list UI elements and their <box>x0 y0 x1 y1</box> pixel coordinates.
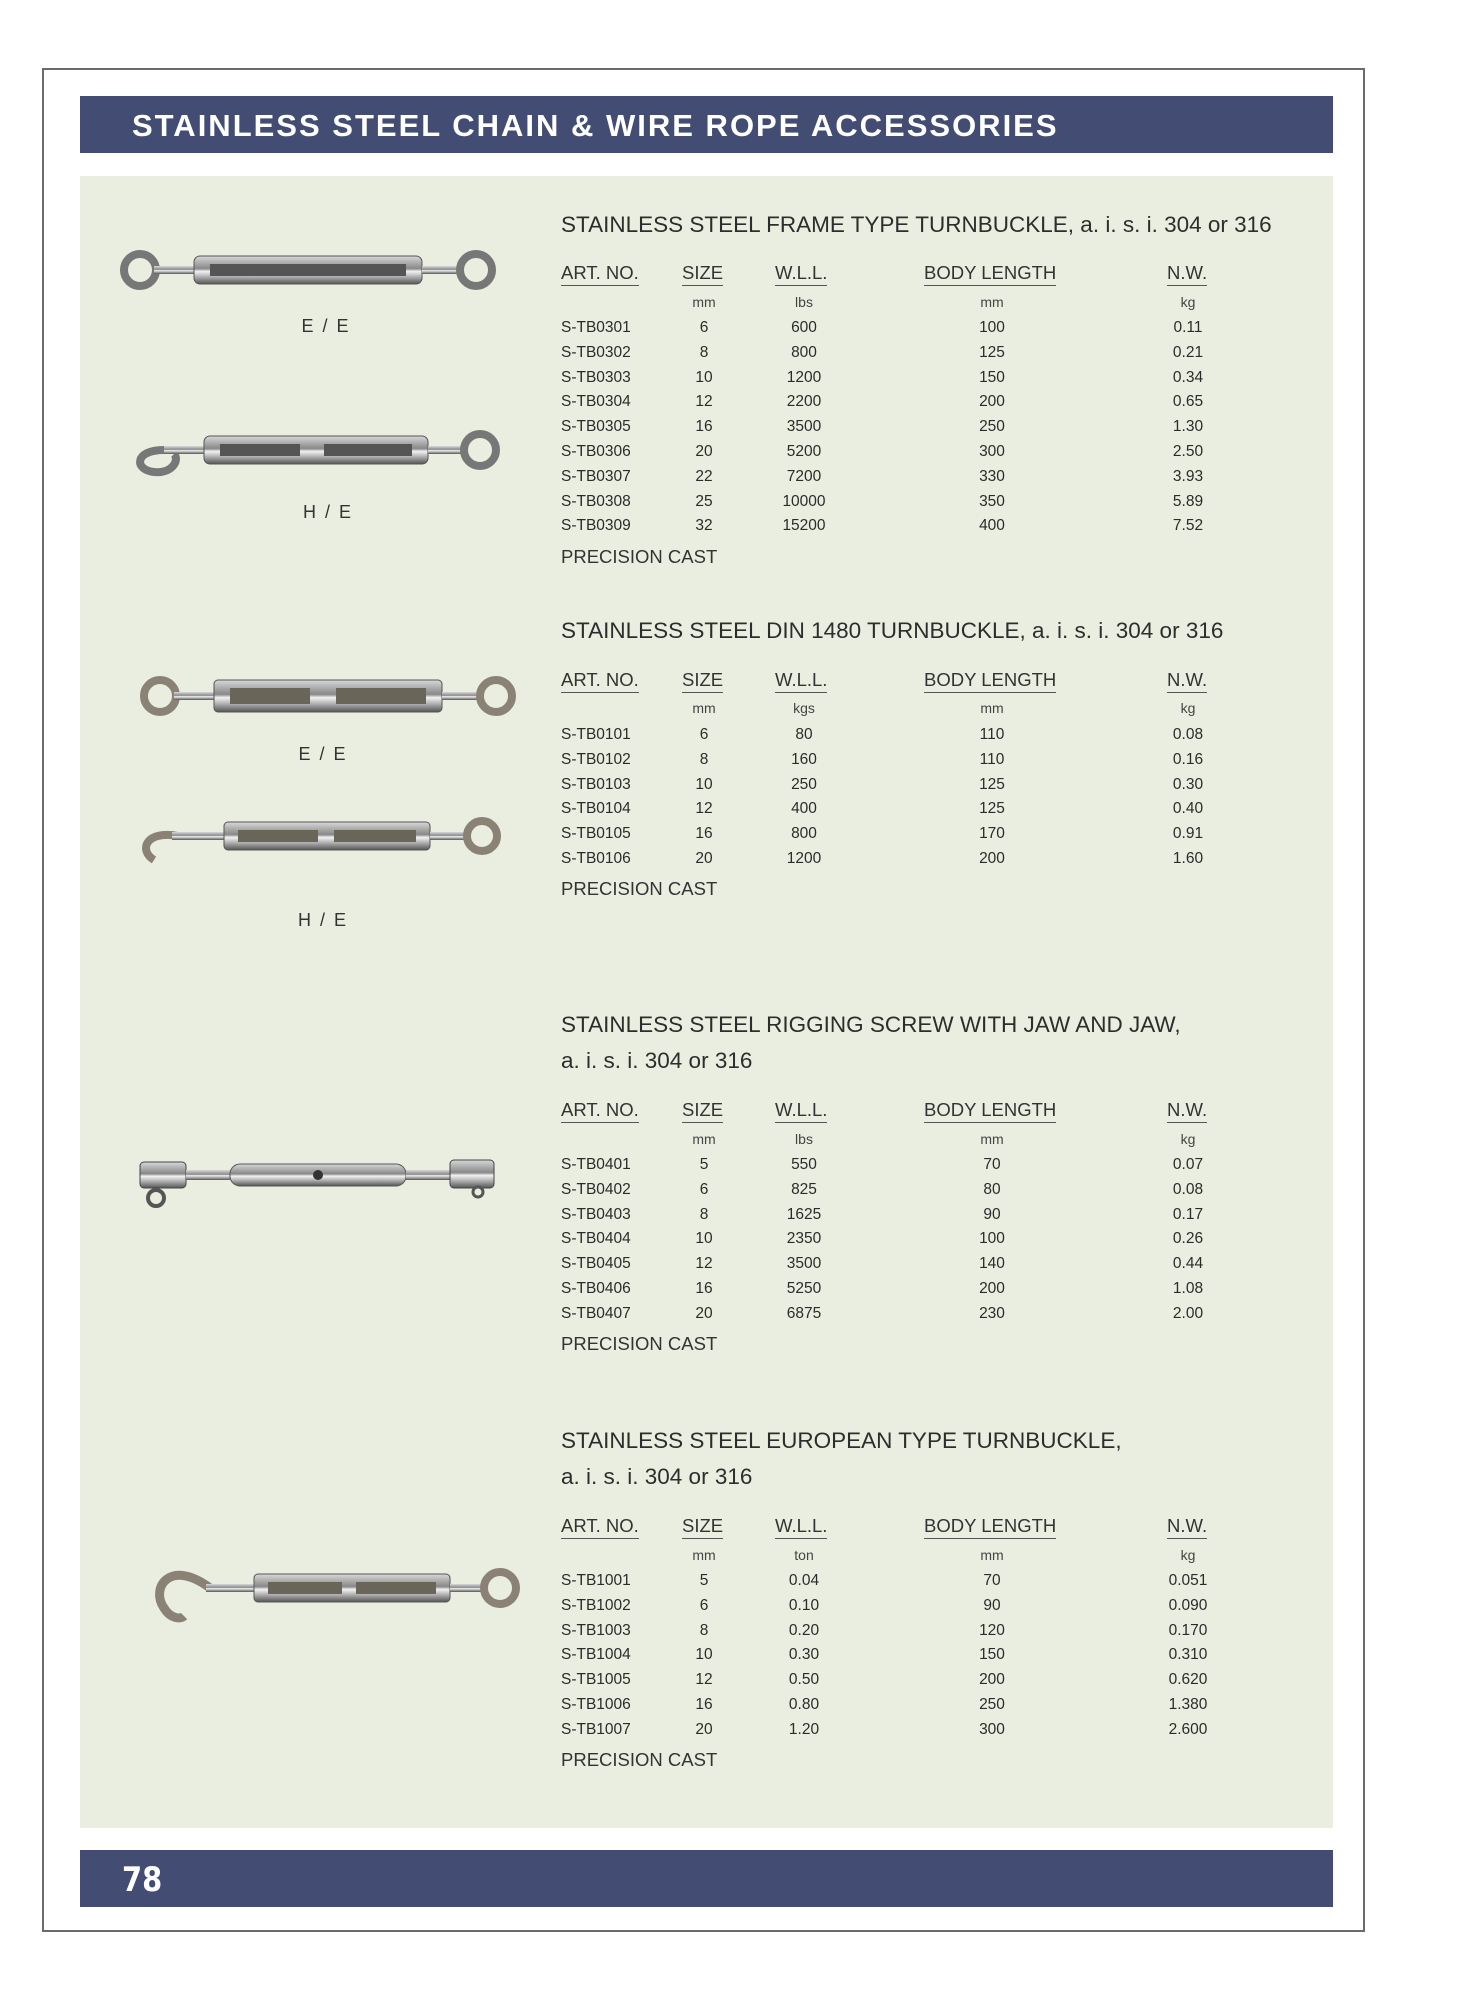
cell-nw: 2.600 <box>1168 1720 1208 1738</box>
cell-body-length: 350 <box>979 492 1005 510</box>
cell-size: 20 <box>695 850 713 867</box>
section-title: STAINLESS STEEL FRAME TYPE TURNBUCKLE, a. i. s. i. 304 or 316 <box>561 212 1272 237</box>
cell-wll: 6875 <box>786 1304 822 1322</box>
cell-wll: 0.50 <box>788 1671 820 1689</box>
cell-nw: 0.11 <box>1173 319 1203 336</box>
cell-body-length: 150 <box>979 1646 1005 1664</box>
cell-art-no: S-TB0105 <box>561 825 631 843</box>
cell-nw: 0.34 <box>1172 368 1204 386</box>
cell-art-no: S-TB0403 <box>561 1205 631 1223</box>
cell-wll: 15200 <box>782 517 826 535</box>
cell-body-length: 250 <box>979 1696 1005 1713</box>
unit-wll: ton <box>794 1547 814 1563</box>
section-title-line2: a. i. s. i. 304 or 316 <box>561 1048 753 1073</box>
unit-size: mm <box>692 294 716 310</box>
cell-nw: 0.620 <box>1168 1671 1208 1689</box>
cell-wll: 1625 <box>786 1205 822 1223</box>
table-units <box>561 1131 1281 1151</box>
table-header <box>561 1515 1281 1535</box>
cell-wll: 1200 <box>786 850 822 867</box>
cell-art-no: S-TB1007 <box>561 1720 631 1738</box>
cell-body-length: 125 <box>979 800 1005 818</box>
cell-size: 6 <box>699 726 709 743</box>
table-row <box>561 344 1281 364</box>
cell-size: 5 <box>699 1156 709 1173</box>
cell-wll: 550 <box>791 1156 817 1173</box>
unit-wll: lbs <box>795 1131 813 1147</box>
cell-nw: 1.30 <box>1172 418 1204 436</box>
col-nw: N.W. <box>1167 669 1207 693</box>
cell-nw: 0.16 <box>1172 750 1204 768</box>
cell-body-length: 90 <box>983 1205 1001 1223</box>
cell-body-length: 110 <box>979 726 1005 743</box>
col-nw: N.W. <box>1167 262 1207 286</box>
cell-nw: 0.17 <box>1172 1205 1204 1223</box>
cell-body-length: 80 <box>983 1180 1001 1198</box>
cell-art-no: S-TB0402 <box>561 1180 631 1198</box>
cell-body-length: 70 <box>983 1156 1001 1173</box>
table-row <box>561 1646 1281 1666</box>
cell-art-no: S-TB0309 <box>561 517 631 535</box>
cell-size: 5 <box>699 1572 709 1589</box>
cell-body-length: 400 <box>979 517 1005 535</box>
cell-body-length: 200 <box>979 393 1005 411</box>
col-wll: W.L.L. <box>775 669 827 693</box>
cell-wll: 250 <box>791 775 817 793</box>
cell-wll: 0.20 <box>788 1621 820 1639</box>
table-row <box>561 1696 1281 1716</box>
page-title: STAINLESS STEEL CHAIN & WIRE ROPE ACCESSORIES <box>132 108 1059 143</box>
unit-nw: kg <box>1180 1547 1196 1563</box>
footer-bar <box>80 1850 1333 1907</box>
cell-size: 10 <box>695 775 713 793</box>
cell-size: 32 <box>695 517 713 535</box>
cell-nw: 0.65 <box>1172 393 1204 411</box>
cell-art-no: S-TB1004 <box>561 1646 631 1664</box>
cell-wll: 5200 <box>786 443 822 460</box>
section-title: STAINLESS STEEL DIN 1480 TURNBUCKLE, a. i. s. i. 304 or 316 <box>561 618 1224 643</box>
table-row <box>561 1305 1281 1325</box>
cell-nw: 0.91 <box>1172 825 1204 843</box>
footnote: PRECISION CAST <box>561 1333 718 1354</box>
cell-nw: 0.40 <box>1172 800 1204 818</box>
cell-size: 6 <box>699 1596 709 1614</box>
rigging-screw-jaw-jaw-image <box>136 1142 516 1212</box>
cell-size: 8 <box>699 750 709 768</box>
table-row <box>561 726 1281 746</box>
cell-body-length: 230 <box>979 1304 1005 1322</box>
cell-art-no: S-TB0405 <box>561 1255 631 1273</box>
cell-art-no: S-TB0104 <box>561 800 631 818</box>
table-header <box>561 262 1281 282</box>
cell-body-length: 170 <box>979 825 1005 843</box>
cell-nw: 7.52 <box>1172 517 1204 535</box>
cell-size: 10 <box>695 1646 713 1664</box>
unit-body: mm <box>980 1131 1004 1147</box>
cell-art-no: S-TB0407 <box>561 1304 631 1322</box>
table-row <box>561 1255 1281 1275</box>
col-size: SIZE <box>682 262 723 286</box>
content-panel <box>80 176 1333 1828</box>
cell-art-no: S-TB0406 <box>561 1280 631 1297</box>
col-wll: W.L.L. <box>775 262 827 286</box>
cell-size: 20 <box>695 1720 713 1738</box>
table-row <box>561 493 1281 513</box>
cell-size: 20 <box>695 1304 713 1322</box>
cell-size: 25 <box>695 492 713 510</box>
frame-he-caption: H / E <box>302 502 353 522</box>
unit-wll: kgs <box>793 700 815 716</box>
cell-body-length: 140 <box>979 1255 1005 1273</box>
cell-wll: 0.30 <box>788 1646 820 1664</box>
col-art-no: ART. NO. <box>561 669 639 693</box>
cell-size: 8 <box>699 1621 709 1639</box>
section-title: STAINLESS STEEL RIGGING SCREW WITH JAW AND JAW, <box>561 1012 1181 1037</box>
unit-body: mm <box>980 294 1004 310</box>
table-header <box>561 1099 1281 1119</box>
col-nw: N.W. <box>1167 1515 1207 1539</box>
cell-nw: 1.380 <box>1168 1696 1208 1713</box>
cell-body-length: 70 <box>983 1572 1001 1589</box>
cell-size: 8 <box>699 1205 709 1223</box>
cell-art-no: S-TB1003 <box>561 1621 631 1639</box>
cell-art-no: S-TB0302 <box>561 343 631 361</box>
table-row <box>561 418 1281 438</box>
cell-art-no: S-TB0102 <box>561 750 631 768</box>
table-row <box>561 1156 1281 1176</box>
cell-size: 6 <box>699 1180 709 1198</box>
din-he-caption: H / E <box>297 910 348 930</box>
cell-wll: 600 <box>791 319 817 336</box>
table-row <box>561 1280 1281 1300</box>
unit-nw: kg <box>1180 294 1196 310</box>
cell-body-length: 150 <box>979 368 1005 386</box>
cell-body-length: 200 <box>979 850 1005 867</box>
unit-size: mm <box>692 1131 716 1147</box>
cell-nw: 5.89 <box>1172 492 1204 510</box>
table-units <box>561 1547 1281 1567</box>
cell-art-no: S-TB0305 <box>561 418 631 436</box>
footnote: PRECISION CAST <box>561 1749 718 1770</box>
european-turnbuckle-hook-eye-image <box>150 1548 530 1628</box>
frame-turnbuckle-hook-eye-image <box>124 420 504 480</box>
din-turnbuckle-eye-eye-image <box>140 666 520 726</box>
col-nw: N.W. <box>1167 1099 1207 1123</box>
cell-nw: 2.00 <box>1172 1304 1204 1322</box>
cell-size: 12 <box>695 393 713 411</box>
cell-size: 22 <box>695 467 713 485</box>
cell-body-length: 90 <box>983 1596 1001 1614</box>
col-art-no: ART. NO. <box>561 1099 639 1123</box>
table-row <box>561 1206 1281 1226</box>
cell-art-no: S-TB0401 <box>561 1156 631 1173</box>
cell-body-length: 100 <box>979 1230 1005 1248</box>
unit-nw: kg <box>1180 1131 1196 1147</box>
cell-wll: 0.10 <box>788 1596 820 1614</box>
cell-wll: 1200 <box>786 368 822 386</box>
cell-size: 12 <box>695 800 713 818</box>
col-body-length: BODY LENGTH <box>924 262 1056 286</box>
page-number: 78 <box>122 1860 163 1900</box>
cell-size: 10 <box>695 368 713 386</box>
din-turnbuckle-hook-eye-image <box>128 806 508 866</box>
table-units <box>561 700 1281 720</box>
cell-wll: 80 <box>795 726 813 743</box>
cell-art-no: S-TB0106 <box>561 850 631 867</box>
cell-wll: 800 <box>791 825 817 843</box>
table-row <box>561 776 1281 796</box>
table-row <box>561 1230 1281 1250</box>
col-art-no: ART. NO. <box>561 1515 639 1539</box>
unit-body: mm <box>980 1547 1004 1563</box>
table-row <box>561 1597 1281 1617</box>
cell-nw: 0.08 <box>1172 726 1204 743</box>
table-row <box>561 443 1281 463</box>
cell-wll: 0.80 <box>788 1696 820 1713</box>
cell-art-no: S-TB0308 <box>561 492 631 510</box>
cell-wll: 5250 <box>786 1280 822 1297</box>
cell-nw: 0.07 <box>1172 1156 1204 1173</box>
cell-body-length: 300 <box>979 1720 1005 1738</box>
cell-nw: 1.08 <box>1172 1280 1204 1297</box>
cell-nw: 0.26 <box>1172 1230 1204 1248</box>
cell-size: 12 <box>695 1255 713 1273</box>
cell-body-length: 250 <box>979 418 1005 436</box>
cell-nw: 0.170 <box>1168 1621 1208 1639</box>
footnote: PRECISION CAST <box>561 878 718 899</box>
table-row <box>561 751 1281 771</box>
cell-art-no: S-TB0103 <box>561 775 631 793</box>
col-wll: W.L.L. <box>775 1099 827 1123</box>
cell-body-length: 100 <box>979 319 1005 336</box>
cell-size: 16 <box>695 418 713 436</box>
cell-wll: 10000 <box>782 492 826 510</box>
unit-body: mm <box>980 700 1004 716</box>
footnote: PRECISION CAST <box>561 546 718 567</box>
table-row <box>561 1721 1281 1741</box>
col-body-length: BODY LENGTH <box>924 1099 1056 1123</box>
table-row <box>561 850 1281 870</box>
table-row <box>561 825 1281 845</box>
table-row <box>561 1181 1281 1201</box>
cell-size: 12 <box>695 1671 713 1689</box>
cell-art-no: S-TB0307 <box>561 467 631 485</box>
cell-size: 6 <box>699 319 709 336</box>
cell-wll: 3500 <box>786 1255 822 1273</box>
cell-size: 16 <box>695 1696 713 1713</box>
col-size: SIZE <box>682 1515 723 1539</box>
table-row <box>561 369 1281 389</box>
table-row <box>561 1622 1281 1642</box>
unit-size: mm <box>692 700 716 716</box>
section-title-line2: a. i. s. i. 304 or 316 <box>561 1464 753 1489</box>
cell-wll: 2350 <box>786 1230 822 1248</box>
cell-art-no: S-TB0303 <box>561 368 631 386</box>
cell-wll: 160 <box>791 750 817 768</box>
cell-nw: 0.21 <box>1172 343 1204 361</box>
cell-art-no: S-TB1005 <box>561 1671 631 1689</box>
table-units <box>561 294 1281 314</box>
col-size: SIZE <box>682 669 723 693</box>
table-row <box>561 800 1281 820</box>
cell-art-no: S-TB0404 <box>561 1230 631 1248</box>
cell-art-no: S-TB0301 <box>561 319 631 336</box>
cell-art-no: S-TB0304 <box>561 393 631 411</box>
cell-art-no: S-TB1006 <box>561 1696 631 1713</box>
col-body-length: BODY LENGTH <box>924 1515 1056 1539</box>
cell-nw: 2.50 <box>1172 443 1204 460</box>
cell-wll: 7200 <box>786 467 822 485</box>
cell-nw: 0.051 <box>1168 1572 1208 1589</box>
cell-body-length: 300 <box>979 443 1005 460</box>
table-row <box>561 517 1281 537</box>
table-row <box>561 393 1281 413</box>
cell-wll: 1.20 <box>788 1720 820 1738</box>
table-row <box>561 1671 1281 1691</box>
cell-nw: 0.44 <box>1172 1255 1204 1273</box>
unit-wll: lbs <box>795 294 813 310</box>
cell-body-length: 125 <box>979 775 1005 793</box>
cell-wll: 825 <box>791 1180 817 1198</box>
col-art-no: ART. NO. <box>561 262 639 286</box>
table-row <box>561 1572 1281 1592</box>
cell-size: 16 <box>695 1280 713 1297</box>
col-size: SIZE <box>682 1099 723 1123</box>
table-row <box>561 319 1281 339</box>
unit-nw: kg <box>1180 700 1196 716</box>
cell-wll: 800 <box>791 343 817 361</box>
cell-wll: 0.04 <box>788 1572 820 1589</box>
cell-nw: 0.090 <box>1168 1596 1208 1614</box>
cell-art-no: S-TB0306 <box>561 443 631 460</box>
header-bar <box>80 96 1333 153</box>
din-ee-caption: E / E <box>298 744 348 764</box>
cell-wll: 3500 <box>786 418 822 436</box>
cell-size: 8 <box>699 343 709 361</box>
cell-body-length: 200 <box>979 1671 1005 1689</box>
table-row <box>561 468 1281 488</box>
table-header <box>561 669 1281 689</box>
cell-art-no: S-TB1001 <box>561 1572 631 1589</box>
frame-ee-caption: E / E <box>301 316 351 336</box>
cell-size: 16 <box>695 825 713 843</box>
cell-nw: 0.30 <box>1172 775 1204 793</box>
col-wll: W.L.L. <box>775 1515 827 1539</box>
col-body-length: BODY LENGTH <box>924 669 1056 693</box>
section-title: STAINLESS STEEL EUROPEAN TYPE TURNBUCKLE, <box>561 1428 1122 1453</box>
cell-nw: 0.310 <box>1168 1646 1208 1664</box>
cell-size: 10 <box>695 1230 713 1248</box>
unit-size: mm <box>692 1547 716 1563</box>
cell-nw: 1.60 <box>1172 850 1204 867</box>
cell-wll: 400 <box>791 800 817 818</box>
cell-body-length: 200 <box>979 1280 1005 1297</box>
cell-body-length: 110 <box>979 750 1005 768</box>
cell-art-no: S-TB0101 <box>561 726 631 743</box>
cell-art-no: S-TB1002 <box>561 1596 631 1614</box>
cell-body-length: 330 <box>979 467 1005 485</box>
cell-nw: 3.93 <box>1172 467 1204 485</box>
cell-wll: 2200 <box>786 393 822 411</box>
cell-body-length: 125 <box>979 343 1005 361</box>
cell-size: 20 <box>695 443 713 460</box>
cell-nw: 0.08 <box>1172 1180 1204 1198</box>
frame-turnbuckle-eye-eye-image <box>118 240 498 300</box>
cell-body-length: 120 <box>979 1621 1005 1639</box>
